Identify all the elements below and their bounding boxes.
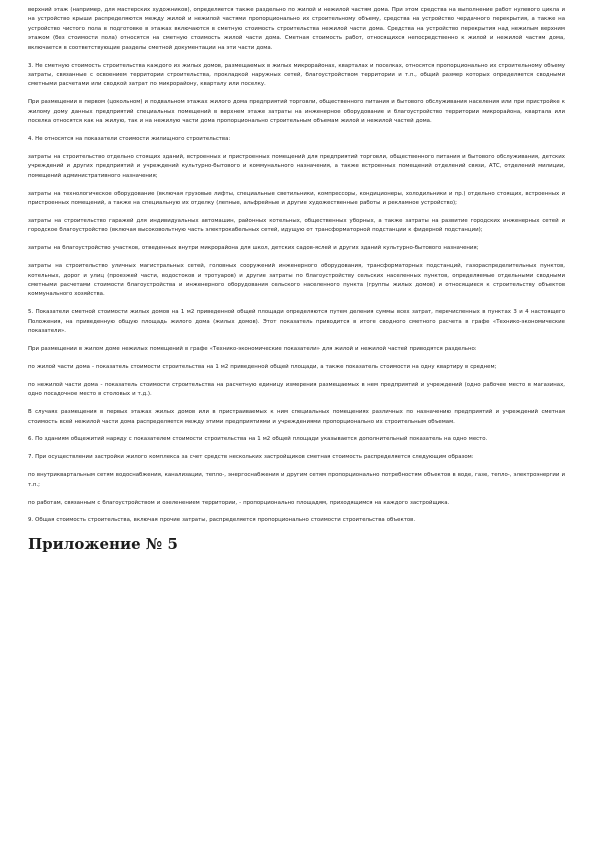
paragraph: затраты на благоустройство участков, отведенных внутри микрорайона для школ, детских садов-яслей и других зданий культурно-бытового назначения; — [28, 245, 479, 252]
paragraph: затраты на строительство отдельно стоящих зданий, встроенных и пристроенных помещений для предприятий торговли, общественного питания и бытового обслуживания, детских учреждений и других предприятий и учреждений культурно-бытового и коммунального назначения, а также встроенных помещений отделений связи, АТС, отделений милиции, помещений административного назначения; — [28, 153, 565, 179]
paragraph: 6. По зданиям общежитий наряду с показателем стоимости строительства на 1 м2 общей площади указывается дополнительный показатель на одно место. — [28, 436, 488, 443]
paragraph: В случаях размещения в первых этажах жилых домов или в пристраиваемых к ним специальных помещениях различных по назначению предприятий и учреждений сметная стоимость всей нежилой части дома распределяется между этими предприятиями и учреждениями пропорционально их строительным объемам. — [28, 409, 565, 425]
paragraph: верхний этаж (например, для мастерских художников), определяется также раздельно по жилой и нежилой частям дома. При этом средства на выполнение работ нулевого цикла и на устройство крыши распределяются между жилой и нежилой частями пропорционально их строительному объему, средства на устройство чердачного перекрытия, а также на устройство чистого пола в подготовке в этажах включаются в сметную стоимость строительства нежилой части дома. Средства на устройство перекрытия над нежилым верхним этажом (без стоимости пола) относятся на сметную стоимость жилой части дома. Сметная стоимость работ, относящихся непосредственно к жилой и нежилой частям дома, включается в соответствующие разделы сметной документации на эти части дома. — [28, 7, 565, 51]
paragraph: затраты на строительство уличных магистральных сетей, головных сооружений инженерного оборудования, трансформаторных подстанций, газораспределительных пунктов, котельных, дорог и улиц (проезжей части, водостоков и тротуаров) и другие затраты по благоустройству сельских населенных пунктов, определяемые отдельными сводными сметными расчетами стоимости благоустройства и инженерного оборудования сельского населенного пункта (группы жилых домов) и относящиеся к строительству объектов коммунального хозяйства. — [28, 263, 565, 298]
paragraph: 4. Не относятся на показатели стоимости жилищного строительства: — [28, 135, 231, 142]
paragraph: затраты на технологическое оборудование (включая грузовые лифты, специальные светильники, компрессоры, кондиционеры, холодильники и пр.) отдельно стоящих, встроенных и пристроенных помещений, а также на специальную их отделку (лепные, альфрейные и другие художественные работы и рекламное устройство); — [28, 190, 565, 206]
paragraph: по работам, связанным с благоустройством и озеленением территории, - пропорционально площадям, приходящимся на каждого застройщика. — [28, 499, 450, 506]
paragraph: При размещении в жилом доме нежилых помещений в графе «Технико-экономические показатели» для жилой и нежилой частей приводятся раздельно: — [28, 345, 477, 352]
paragraph: 5. Показатели сметной стоимости жилых домов на 1 м2 приведенной общей площади определяются путем деления суммы всех затрат, перечисленных в пунктах 3 и 4 настоящего Положения, на приведенную общую площадь жилого дома (жилых домов). Этот показатель приводится в итоге сводного сметного расчета в графе «Технико-экономические показатели». — [28, 309, 565, 335]
paragraph: 9. Общая стоимость строительства, включая прочие затраты, распределяется пропорционально стоимости строительства объектов. — [28, 517, 416, 524]
paragraph: затраты на строительство гаражей для индивидуальных автомашин, районных котельных, общественных уборных, а также затраты на развитие городских инженерных сетей и городское благоустройство (включая высоковольтную часть электрокабельных сетей, идущую от трансформаторной подстанции к фидерной подстанции); — [28, 217, 565, 234]
document-page — [28, 6, 565, 554]
appendix-heading: Приложение № 5 — [28, 535, 178, 554]
paragraph: 7. При осуществлении застройки жилого комплекса за счет средств нескольких застройщиков сметная стоимость распределяется следующим образом: — [28, 454, 474, 461]
paragraph: 3. Не сметную стоимость строительства каждого из жилых домов, размещаемых в жилых микрорайонах, кварталах и поселках, относятся пропорционально их строительному объему затраты, связанные с освоением территории строительства, прокладкой наружных сетей, благоустройством территории и т.п., общий размер которых определяется сводными сметными расчетами или сводкой затрат по микрорайону, кварталу или поселку. — [28, 62, 565, 88]
paragraph: При размещении в первом (цокольном) и подвальном этажах жилого дома предприятий торговли, общественного питания и бытового обслуживания населения или при пристройке к жилому дому данных предприятий специальных помещений в верхнем этаже затраты на инженерное оборудование и благоустройство территории микрорайона, квартала или поселка относятся как на жилую, так и на нежилую части дома пропорционально строительным объемам жилой и нежилой частей дома. — [28, 99, 565, 125]
paragraph: по жилой части дома - показатель стоимости строительства на 1 м2 приведенной общей площади, а также показатель стоимости на одну квартиру в среднем; — [28, 363, 497, 370]
paragraph: по нежилой части дома - показатель стоимости строительства на расчетную единицу измерения размещаемых в нем предприятий и учреждений (одно рабочее место в магазинах, одно посадочное место в столовых и т.д.). — [28, 381, 565, 398]
paragraph: по внутриквартальным сетям водоснабжения, канализации, тепло-, энергоснабжения и другим сетям пропорционально потребностям объектов в воде, газе, тепло-, электроэнергии и т.п.; — [28, 472, 565, 488]
